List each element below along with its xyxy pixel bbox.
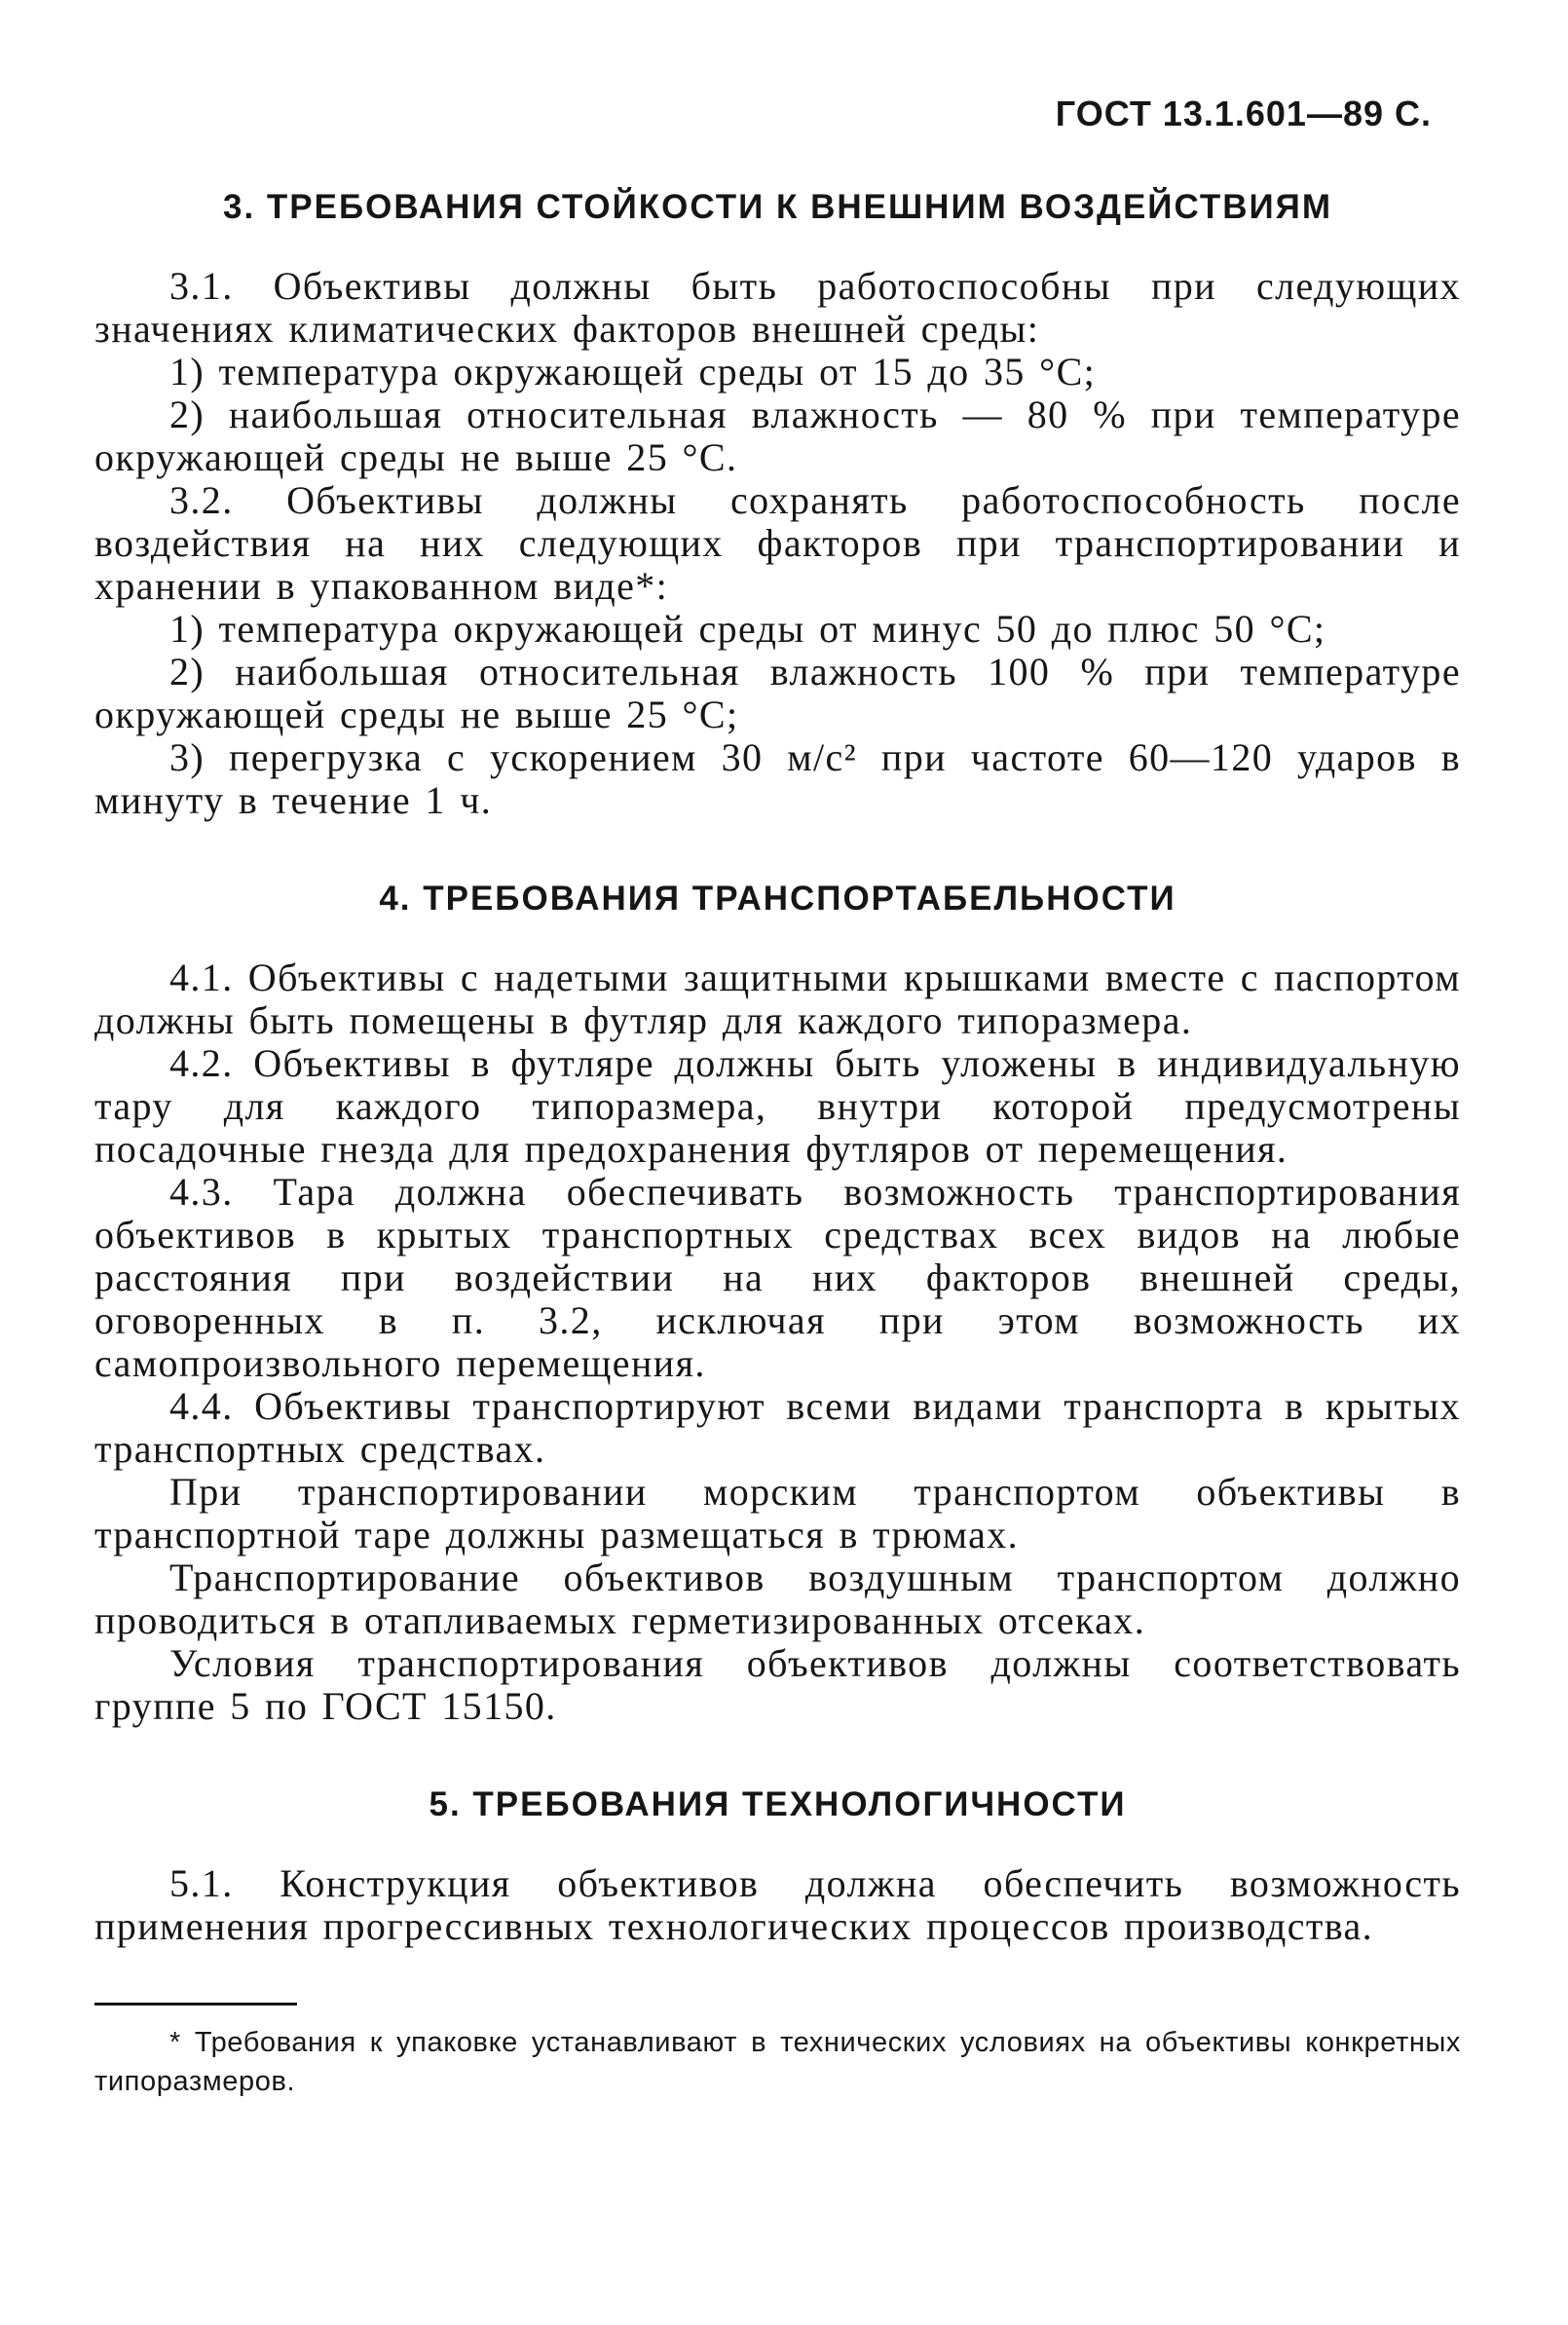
footnote-divider — [94, 2003, 297, 2006]
section-3 — [94, 185, 1461, 822]
paragraph: Транспортирование объективов воздушным транспортом должно проводиться в отапливаемых герметизированных отсеках. — [94, 1556, 1461, 1642]
paragraph: 4.2. Объективы в футляре должны быть уложены в индивидуальную тару для каждого типоразмера, внутри которой предусмотрены посадочные гнезда для предохранения футляров от перемещения. — [94, 1041, 1461, 1171]
paragraph: 3.2. Объективы должны сохранять работоспособность после воздействия на них следующих факторов при транспортировании и хранении в упакованном виде*: — [94, 478, 1461, 608]
paragraph: Условия транспортирования объективов должны соответствовать группе 5 по ГОСТ 15150. — [94, 1641, 1461, 1728]
section-5 — [94, 1782, 1461, 1948]
paragraph: 5.1. Конструкция объективов должна обеспечить возможность применения прогрессивных технологических процессов производства. — [94, 1861, 1461, 1948]
paragraph: 2) наибольшая относительная влажность 100 % при температуре окружающей среды не выше 25 °С; — [94, 650, 1461, 736]
paragraph: При транспортировании морским транспортом объективы в транспортной таре должны размещаться в трюмах. — [94, 1470, 1461, 1556]
paragraph: 1) температура окружающей среды от минус 50 до плюс 50 °С; — [169, 607, 1326, 651]
footnote: * Требования к упаковке устанавливают в технических условиях на объективы конкретных типоразмеров. — [94, 2027, 1461, 2097]
page-content — [94, 185, 1461, 2101]
running-header: ГОСТ 13.1.601—89 С. — [1055, 94, 1432, 133]
paragraph: 4.3. Тара должна обеспечивать возможность транспортирования объективов в крытых транспортных средствах всех видов на любые расстояния при воздействии на них факторов внешней среды, оговоренных в п. 3.2, исключая при этом возможность их самопроизвольного перемещения. — [94, 1170, 1461, 1385]
section-title: 4. ТРЕБОВАНИЯ ТРАНСПОРТАБЕЛЬНОСТИ — [379, 880, 1176, 918]
paragraph: 4.4. Объективы транспортируют всеми видами транспорта в крытых транспортных средствах. — [94, 1384, 1461, 1471]
paragraph: 2) наибольшая относительная влажность — 80 % при температуре окружающей среды не выше 25 °С. — [94, 393, 1461, 479]
paragraph: 3) перегрузка с ускорением 30 м/с² при частоте 60—120 ударов в минуту в течение 1 ч. — [94, 735, 1461, 822]
section-title: 5. ТРЕБОВАНИЯ ТЕХНОЛОГИЧНОСТИ — [429, 1785, 1127, 1823]
paragraph: 4.1. Объективы с надетыми защитными крышками вместе с паспортом должны быть помещены в футляр для каждого типоразмера. — [94, 956, 1461, 1042]
section-4 — [94, 877, 1461, 1728]
paragraph: 1) температура окружающей среды от 15 до 35 °С; — [169, 350, 1097, 394]
paragraph: 3.1. Объективы должны быть работоспособны при следующих значениях климатических факторов внешней среды: — [94, 264, 1461, 351]
section-title: 3. ТРЕБОВАНИЯ СТОЙКОСТИ К ВНЕШНИМ ВОЗДЕЙСТВИЯМ — [222, 188, 1332, 226]
